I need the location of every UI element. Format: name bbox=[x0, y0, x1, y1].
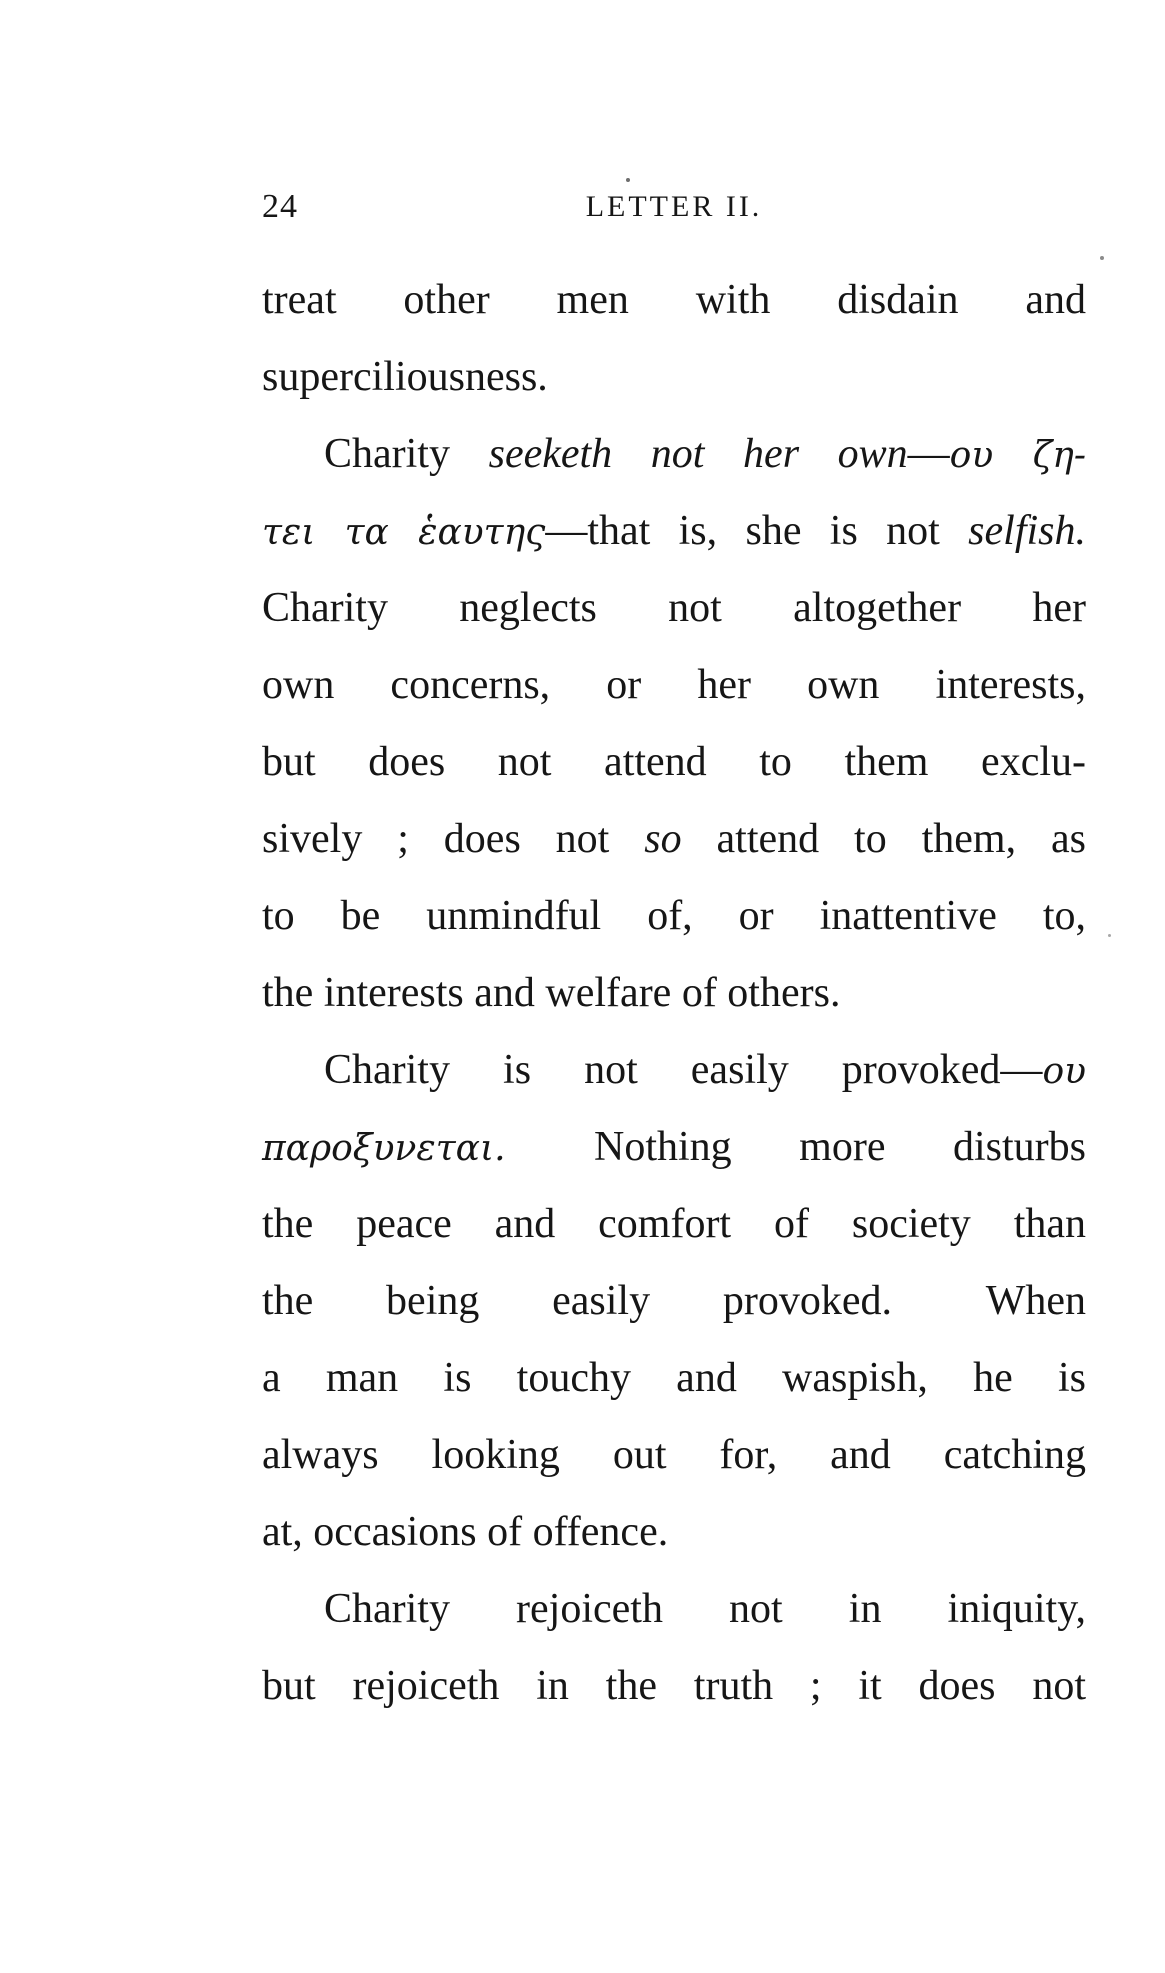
text-line bbox=[262, 262, 1086, 339]
text-segment: Charity neglects not altogether her bbox=[262, 585, 1086, 631]
text-line bbox=[262, 1109, 1086, 1186]
greek-text: ου ζη- bbox=[949, 435, 1087, 476]
text-segment: to be unmindful of, or inattentive to, bbox=[262, 893, 1086, 939]
text-segment: always looking out for, and catching bbox=[262, 1432, 1086, 1478]
greek-text: τει τα ἑαυτης bbox=[262, 512, 546, 553]
text-segment: Nothing more disturbs bbox=[505, 1124, 1086, 1170]
text-line bbox=[262, 1571, 1086, 1648]
text-line bbox=[262, 724, 1086, 801]
text-segment: attend to them, as bbox=[681, 816, 1086, 862]
italic-text: seeketh not her own bbox=[488, 431, 908, 477]
text-segment: sively ; does not bbox=[262, 816, 645, 862]
running-head bbox=[262, 186, 1086, 232]
text-segment: Charity rejoiceth not in iniquity, bbox=[324, 1586, 1086, 1632]
text-segment: the being easily provoked. When bbox=[262, 1278, 1086, 1324]
text-line bbox=[262, 1263, 1086, 1340]
text-segment: the interests and welfare of others. bbox=[262, 970, 841, 1016]
text-segment: treat other men with disdain and bbox=[262, 277, 1086, 323]
text-segment: but rejoiceth in the truth ; it does not bbox=[262, 1663, 1086, 1709]
text-line bbox=[262, 647, 1086, 724]
text-segment: a man is touchy and waspish, he is bbox=[262, 1355, 1086, 1401]
text-line bbox=[262, 1032, 1086, 1109]
text-segment: the peace and comfort of society than bbox=[262, 1201, 1086, 1247]
text-segment: at, occasions of offence. bbox=[262, 1509, 669, 1555]
text-segment: Charity is not easily provoked— bbox=[324, 1047, 1043, 1093]
text-line bbox=[262, 1340, 1086, 1417]
text-line bbox=[262, 878, 1086, 955]
page-number: 24 bbox=[262, 188, 298, 225]
text-line bbox=[262, 1417, 1086, 1494]
text-line bbox=[262, 1186, 1086, 1263]
italic-text: so bbox=[644, 816, 682, 862]
page-header-title: LETTER II. bbox=[585, 190, 763, 223]
text-block bbox=[262, 262, 1086, 1725]
italic-text: selfish. bbox=[968, 508, 1087, 554]
greek-text: παροξυνεται. bbox=[262, 1128, 506, 1169]
text-segment: Charity bbox=[324, 431, 489, 477]
scan-speck bbox=[1100, 256, 1104, 260]
text-line bbox=[262, 1648, 1086, 1725]
text-line bbox=[262, 493, 1086, 570]
text-segment: own concerns, or her own interests, bbox=[262, 662, 1086, 708]
text-line bbox=[262, 416, 1086, 493]
text-segment: but does not attend to them exclu- bbox=[262, 739, 1086, 785]
text-line bbox=[262, 955, 1086, 1032]
text-segment: — bbox=[907, 431, 950, 477]
scan-speck bbox=[626, 178, 630, 182]
scan-speck bbox=[1108, 934, 1111, 937]
text-segment: —that is, she is not bbox=[545, 508, 969, 554]
text-line bbox=[262, 339, 1086, 416]
text-line bbox=[262, 1494, 1086, 1571]
text-segment: superciliousness. bbox=[262, 354, 548, 400]
text-line bbox=[262, 801, 1086, 878]
greek-text: ου bbox=[1042, 1051, 1086, 1092]
text-line bbox=[262, 570, 1086, 647]
